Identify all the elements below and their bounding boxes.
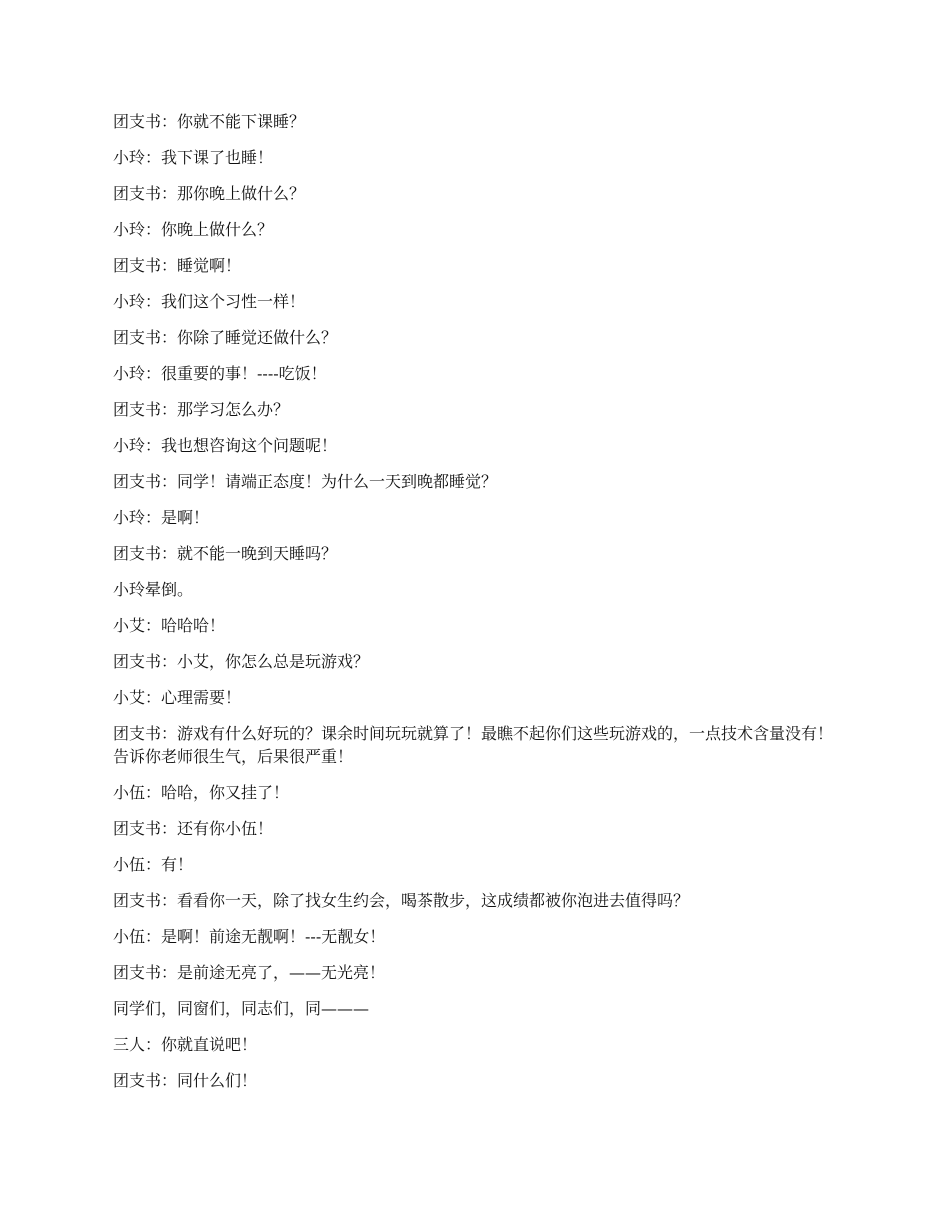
dialogue-line: 团支书：你就不能下课睡？ [113,112,306,131]
dialogue-line: 团支书：看看你一天，除了找女生约会，喝茶散步，这成绩都被你泡进去值得吗？ [113,891,690,910]
dialogue-line: 团支书：同什么们！ [113,1071,258,1090]
dialogue-text [113,110,843,1105]
dialogue-line: 团支书：小艾，你怎么总是玩游戏？ [113,652,370,671]
dialogue-line: 小伍：是啊！前途无靓啊！---无靓女！ [113,927,386,946]
dialogue-line: 小玲：我们这个习性一样！ [113,292,306,311]
dialogue-line: 团支书：就不能一晚到天睡吗？ [113,544,338,563]
dialogue-line: 团支书：睡觉啊！ [113,256,242,275]
dialogue-line: 小艾：心理需要！ [113,688,242,707]
dialogue-line: 团支书：那学习怎么办？ [113,400,290,419]
dialogue-line: 三人：你就直说吧！ [113,1035,258,1054]
dialogue-line: 团支书：游戏有什么好玩的？课余时间玩玩就算了！最瞧不起你们这些玩游戏的，一点技术含量没有！告诉你老师很生气，后果很严重！ [113,724,834,766]
dialogue-line: 小玲：我也想咨询这个问题呢！ [113,436,338,455]
dialogue-line: 小艾：哈哈哈！ [113,616,226,635]
dialogue-line: 小玲：我下课了也睡！ [113,148,274,167]
dialogue-line: 团支书：同学！请端正态度！为什么一天到晚都睡觉？ [113,472,498,491]
dialogue-line: 团支书：那你晚上做什么？ [113,184,306,203]
dialogue-line: 同学们，同窗们，同志们，同——— [113,999,370,1018]
stage-direction: 小玲晕倒。 [113,580,194,599]
dialogue-line: 团支书：是前途无亮了，——无光亮！ [113,963,386,982]
dialogue-line: 小玲：很重要的事！----吃饭！ [113,364,327,383]
dialogue-line: 小玲：你晚上做什么？ [113,220,274,239]
dialogue-line: 小玲：是啊！ [113,508,210,527]
dialogue-line: 团支书：还有你小伍！ [113,819,274,838]
dialogue-line: 小伍：哈哈，你又挂了！ [113,783,290,802]
dialogue-line: 团支书：你除了睡觉还做什么？ [113,328,338,347]
dialogue-line: 小伍：有！ [113,855,194,874]
